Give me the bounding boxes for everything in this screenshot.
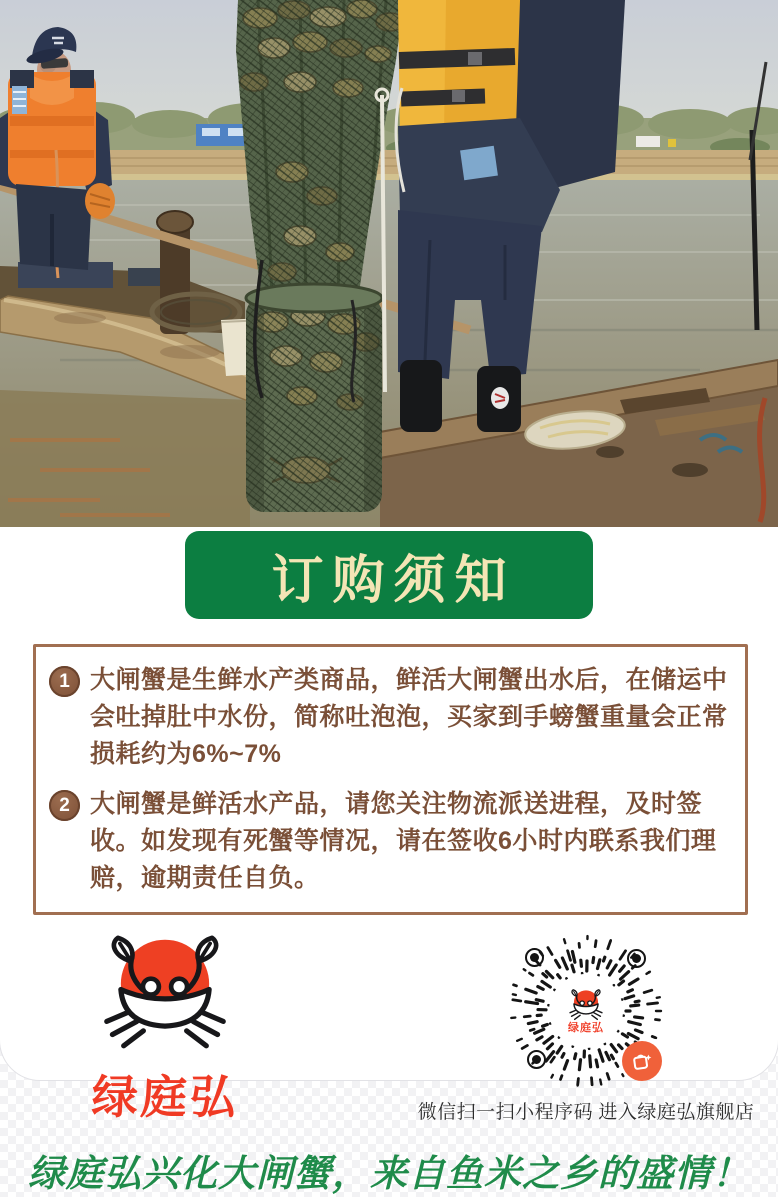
shopping-bag-badge <box>622 1041 662 1081</box>
embankment-wall <box>0 150 778 182</box>
miniprogram-qr-block <box>406 935 766 1124</box>
notice-number-badge: 2 <box>49 790 80 821</box>
order-notice-banner <box>185 531 593 619</box>
notice-number-badge: 1 <box>49 666 80 697</box>
qr-center-label: 绿庭弘 <box>568 1023 604 1034</box>
crab-logo-icon <box>99 935 231 1059</box>
order-notice-box <box>33 644 748 915</box>
notice-text: 大闸蟹是生鲜水产类商品，鲜活大闸蟹出水后，在储运中会吐掉肚中水份，简称吐泡泡，买家到手螃蟹重量会正常损耗约为6%~7% <box>90 662 731 773</box>
order-notice-title: 订购须知 <box>262 538 515 613</box>
miniprogram-qr-code <box>510 935 662 1087</box>
notice-item-1 <box>49 662 731 773</box>
qr-position-marker <box>525 948 544 967</box>
brand-slogan: 绿庭弘兴化大闸蟹，来自鱼米之乡的盛情！ <box>0 1143 778 1197</box>
product-photo <box>0 0 778 527</box>
shopping-bag-icon <box>631 1050 653 1072</box>
qr-center-logo <box>549 974 623 1048</box>
qr-position-marker <box>527 1050 546 1069</box>
crab-logo-icon-small <box>568 989 604 1023</box>
notice-text: 大闸蟹是鲜活水产品，请您关注物流派送进程，及时签收。如发现有死蟹等情况，请在签收6小时内联系我们理赔，逾期责任自负。 <box>90 786 731 897</box>
brand-logo-block <box>30 935 300 1127</box>
notice-item-2 <box>49 786 731 897</box>
brand-name: 绿庭弘 <box>90 1061 240 1127</box>
qr-position-marker <box>627 949 646 968</box>
brand-qr-section <box>0 935 778 1127</box>
qr-caption: 微信扫一扫小程序码 进入绿庭弘旗舰店 <box>418 1097 755 1124</box>
